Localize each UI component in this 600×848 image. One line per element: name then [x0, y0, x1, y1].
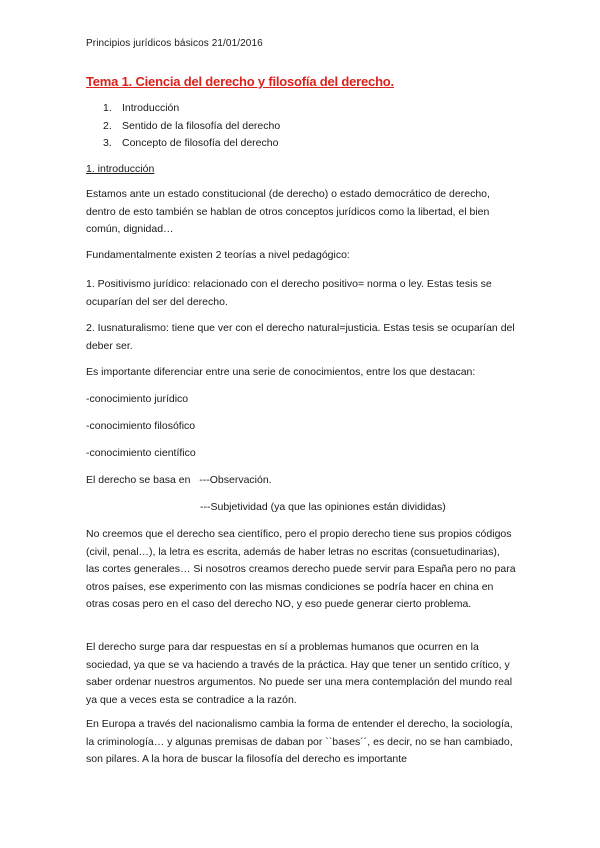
paragraph-basa: El derecho se basa en ---Observación. [86, 474, 272, 486]
section-heading: 1. introducción [86, 163, 155, 175]
page-header: Principios jurídicos básicos 21/01/2016 [86, 38, 263, 49]
paragraph-conocimientos: Es importante diferenciar entre una serie de conocimientos, entre los que destacan: [86, 366, 476, 378]
paragraph-europa: En Europa a través del nacionalismo cambia la forma de entender el derecho, la sociología, la criminología… y algunas premisas de daban por ``bases´´, es decir, no se han cambiado, son pilares. A la hora de buscar la filosofía del derecho es importante [86, 718, 513, 765]
page-title: Tema 1. Ciencia del derecho y filosofía del derecho. [86, 74, 394, 89]
paragraph-theories: Fundamentalmente existen 2 teorías a nivel pedagógico: [86, 249, 350, 261]
toc-item: 1. Introducción [103, 102, 180, 114]
toc-item: 2. Sentido de la filosofía del derecho [103, 119, 281, 132]
paragraph-subjetividad: ---Subjetividad (ya que las opiniones están divididas) [200, 501, 446, 513]
list-item-cientifico: -conocimiento científico [86, 447, 196, 459]
paragraph-iusnaturalismo: 2. Iusnaturalismo: tiene que ver con el derecho natural=justicia. Estas tesis se ocuparían del deber ser. [86, 322, 515, 352]
paragraph-cientifico: No creemos que el derecho sea científico, pero el propio derecho tiene sus propios códigos (civil, penal…), la letra es escrita, además de haber letras no escritas (consuetudinarias), las cortes generales… Si nosotros creamos derecho puede servir para España pero no para otros países, ese experimento con las mismas condiciones se podría hacer en china en otras cosas pero en el caso del derecho NO, y eso puede generar cierto problema. [86, 528, 516, 610]
paragraph-surge: El derecho surge para dar respuestas en sí a problemas humanos que ocurren en la sociedad, ya que se va haciendo a través de la práctica. Hay que tener un sentido crítico, y saber ordenar nuestros argumentos. No puede ser una mera contemplación del mundo real ya que a veces esta se contradice a la razón. [86, 641, 513, 706]
paragraph-intro: Estamos ante un estado constitucional (de derecho) o estado democrático de derecho, dentro de esto también se hablan de otros conceptos jurídicos como la libertad, el bien común, dignidad… [86, 188, 490, 235]
list-item-filosofico: -conocimiento filosófico [86, 420, 196, 432]
paragraph-positivismo: 1. Positivismo jurídico: relacionado con el derecho positivo= norma o ley. Estas tesis se ocuparían del ser del derecho. [86, 278, 492, 308]
toc-item: 3. Concepto de filosofía del derecho [103, 137, 279, 149]
list-item-juridico: -conocimiento jurídico [86, 393, 189, 405]
table-of-contents [103, 100, 280, 153]
